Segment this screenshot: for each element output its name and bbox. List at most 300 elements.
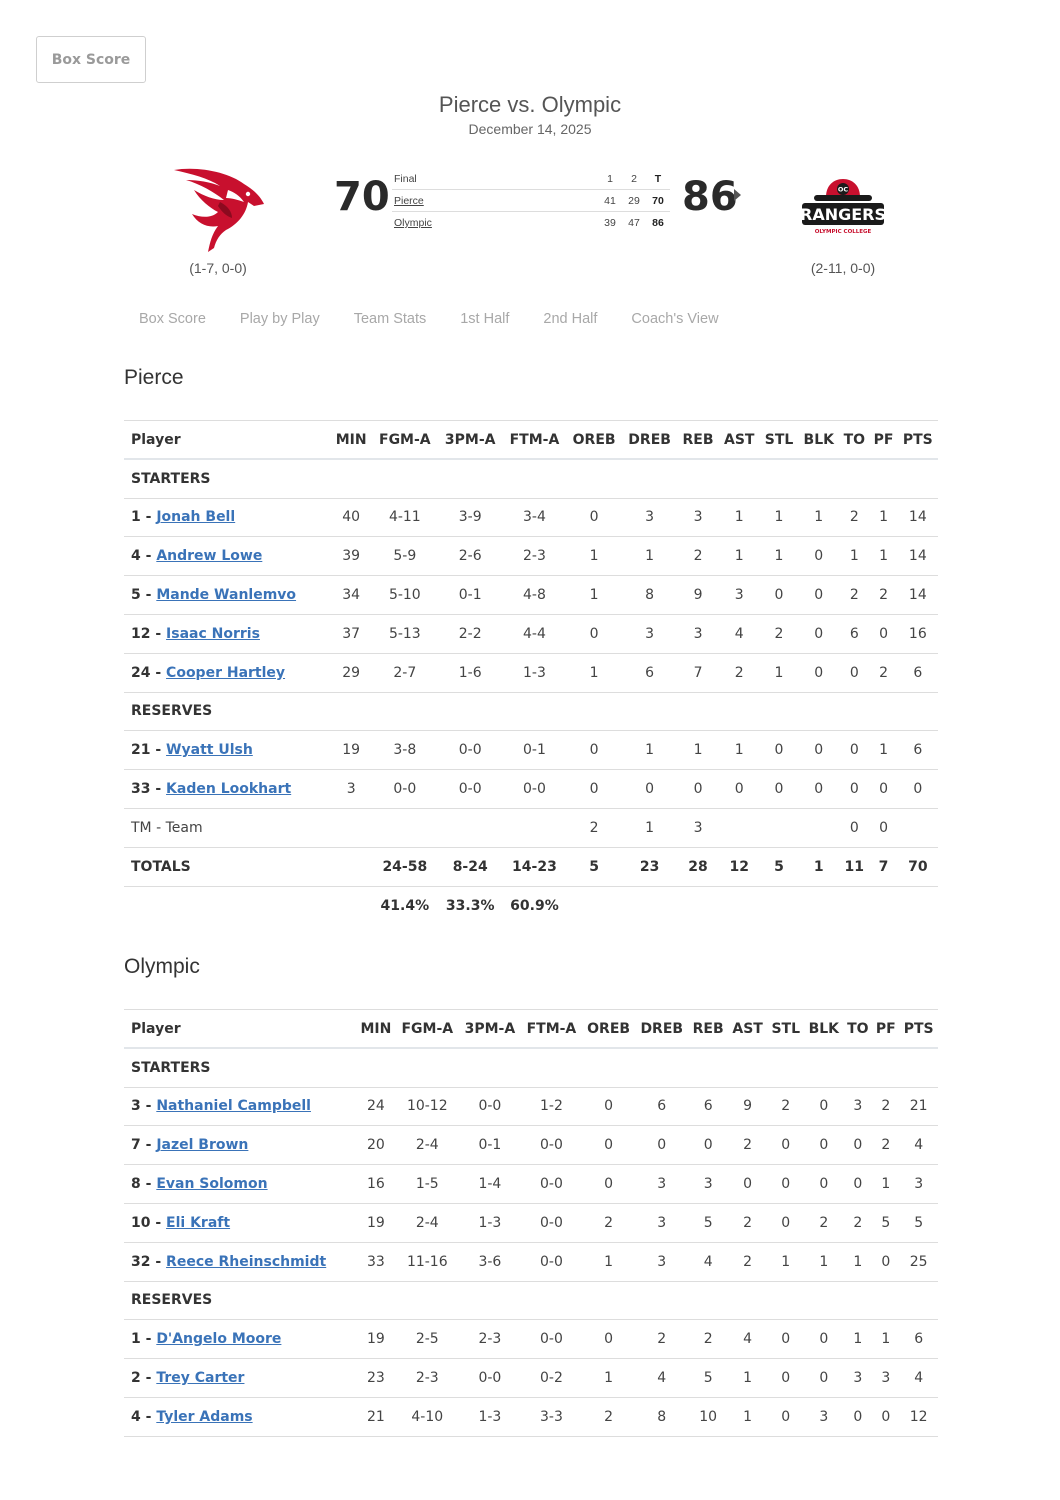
stat-cell: 2: [869, 653, 897, 692]
box-score-button[interactable]: Box Score: [36, 36, 146, 83]
stat-cell: 2-5: [396, 1320, 459, 1359]
stat-cell: 2: [582, 1397, 635, 1436]
stat-cell: 2: [728, 1242, 767, 1281]
stat-cell: 2: [872, 1087, 899, 1126]
stat-cell: 21: [899, 1087, 938, 1126]
stat-cell: [438, 808, 503, 847]
player-number: 4: [131, 548, 141, 565]
stat-cell: 3: [872, 1359, 899, 1398]
player-number: 12: [131, 625, 151, 642]
stat-cell: 1: [566, 653, 622, 692]
percentage-cell: 41.4%: [372, 886, 438, 925]
percentage-cell: [719, 886, 760, 925]
stat-cell: 0: [635, 1126, 688, 1165]
stat-cell: 0-2: [521, 1359, 582, 1398]
stat-cell: 10: [688, 1397, 728, 1436]
percentage-cell: [898, 886, 938, 925]
stat-cell: 0: [688, 1126, 728, 1165]
player-cell: [124, 1165, 356, 1204]
stat-cell: 0-0: [521, 1320, 582, 1359]
stat-cell: 0: [798, 653, 839, 692]
column-header: 3PM-A: [459, 1010, 521, 1049]
stat-cell: 3: [330, 770, 371, 809]
total-cell: 23: [622, 847, 677, 886]
stat-cell: 3: [677, 808, 719, 847]
stat-cell: 1-4: [459, 1165, 521, 1204]
linescore-header: [392, 168, 670, 190]
player-row: [124, 1126, 938, 1165]
player-number: 10: [131, 1214, 151, 1231]
stat-cell: 0: [869, 808, 897, 847]
stat-cell: 0-1: [459, 1126, 521, 1165]
stat-cell: 14: [898, 576, 938, 615]
stat-cell: 0: [804, 1126, 843, 1165]
linescore-away-team-link[interactable]: Olympic: [394, 217, 432, 229]
stat-cell: 1: [719, 731, 760, 770]
stat-cell: 0-0: [459, 1087, 521, 1126]
stat-cell: 0: [566, 731, 622, 770]
player-number: 1: [131, 1331, 141, 1348]
player-cell: [124, 498, 330, 537]
stat-cell: [798, 808, 839, 847]
player-separator: -: [140, 587, 157, 604]
player-name-link[interactable]: Mande Wanlemvo: [156, 587, 297, 604]
stat-cell: 3: [635, 1165, 688, 1204]
stat-cell: 1: [760, 498, 799, 537]
player-separator: -: [140, 548, 157, 565]
stat-cell: 4: [635, 1359, 688, 1398]
stat-cell: 3: [677, 614, 719, 653]
player-separator: -: [140, 1176, 157, 1193]
stat-cell: 5: [872, 1203, 899, 1242]
stat-cell: 8: [622, 576, 677, 615]
box-score-tabs: [139, 311, 753, 327]
stat-cell: 0: [582, 1126, 635, 1165]
percentage-cell: [677, 886, 719, 925]
stat-cell: 0: [798, 576, 839, 615]
stat-cell: 2-3: [396, 1359, 459, 1398]
player-separator: -: [140, 1370, 157, 1387]
stat-cell: [503, 808, 567, 847]
stat-cell: 0: [872, 1397, 899, 1436]
stat-cell: 3: [622, 498, 677, 537]
player-cell: [124, 1087, 356, 1126]
player-row: [124, 576, 938, 615]
stat-cell: 3: [843, 1359, 872, 1398]
stat-cell: 14: [898, 498, 938, 537]
player-cell: [124, 1359, 356, 1398]
stat-cell: 1-3: [459, 1397, 521, 1436]
column-header: PTS: [898, 421, 938, 460]
player-separator: -: [150, 625, 167, 642]
stat-cell: 4-11: [372, 498, 438, 537]
player-name-link[interactable]: Isaac Norris: [166, 625, 260, 642]
stat-cell: 0: [622, 770, 677, 809]
stat-cell: 1: [872, 1320, 899, 1359]
stat-cell: 0: [767, 1203, 804, 1242]
starters-section: [124, 1048, 938, 1087]
stat-cell: 3: [688, 1165, 728, 1204]
stat-cell: 0: [767, 1126, 804, 1165]
stat-cell: 1: [719, 498, 760, 537]
stat-cell: 19: [330, 731, 371, 770]
stat-cell: 4: [899, 1126, 938, 1165]
stat-cell: 16: [356, 1165, 396, 1204]
stat-cell: 2: [719, 653, 760, 692]
stat-cell: 1: [760, 537, 799, 576]
column-header: FGM-A: [396, 1010, 459, 1049]
stat-cell: 4-8: [503, 576, 567, 615]
stat-cell: 5-9: [372, 537, 438, 576]
stat-cell: 19: [356, 1320, 396, 1359]
stat-cell: 0: [804, 1359, 843, 1398]
totals-label: TOTALS: [124, 847, 330, 886]
player-number: 2: [131, 1370, 141, 1387]
pierce-box-score-table: [124, 420, 938, 925]
stat-cell: 8: [635, 1397, 688, 1436]
starters-section: [124, 459, 938, 498]
stat-cell: 1: [622, 537, 677, 576]
game-title: Pierce vs. Olympic: [438, 92, 622, 117]
tab-coachs-view[interactable]: Coach's View: [631, 311, 719, 327]
player-name-link[interactable]: Jonah Bell: [156, 509, 236, 526]
tab-play-by-play[interactable]: Play by Play: [239, 311, 320, 327]
linescore: [392, 168, 670, 234]
player-name-link[interactable]: Reece Rheinschmidt: [166, 1253, 327, 1270]
stat-cell: 37: [330, 614, 371, 653]
column-header: TO: [843, 1010, 872, 1049]
stat-cell: 2: [839, 576, 869, 615]
stat-cell: 2-7: [372, 653, 438, 692]
total-cell: 8-24: [438, 847, 503, 886]
player-number: 8: [131, 1176, 141, 1193]
stat-cell: 0: [869, 770, 897, 809]
player-row: [124, 731, 938, 770]
stat-cell: 2-4: [396, 1203, 459, 1242]
pierce-logo-icon[interactable]: [168, 162, 268, 254]
stat-cell: 0-0: [459, 1359, 521, 1398]
player-number: 32: [131, 1253, 151, 1270]
stat-cell: 1: [622, 731, 677, 770]
column-header: PF: [872, 1010, 899, 1049]
linescore-period-header: 1: [607, 172, 613, 185]
stat-cell: 3: [635, 1203, 688, 1242]
stat-cell: 2-2: [438, 614, 503, 653]
stat-cell: 0-0: [438, 770, 503, 809]
stat-cell: 2: [869, 576, 897, 615]
stat-cell: 0: [839, 770, 869, 809]
stat-cell: 1: [869, 537, 897, 576]
player-separator: -: [150, 1214, 167, 1231]
linescore-home-total: 70: [652, 194, 664, 207]
column-header: 3PM-A: [438, 421, 503, 460]
percentages-row: [124, 886, 938, 925]
stat-cell: 0: [798, 537, 839, 576]
stat-cell: 2: [677, 537, 719, 576]
stat-cell: 3: [804, 1397, 843, 1436]
stat-cell: 0: [798, 614, 839, 653]
player-separator: -: [150, 742, 167, 759]
player-cell: [124, 1320, 356, 1359]
stat-cell: 6: [688, 1087, 728, 1126]
stat-cell: 14: [898, 537, 938, 576]
stat-cell: 3: [843, 1087, 872, 1126]
team-row-label: TM - Team: [124, 808, 330, 847]
stat-cell: 6: [839, 614, 869, 653]
stat-cell: 0: [839, 731, 869, 770]
player-name-link[interactable]: Andrew Lowe: [156, 548, 263, 565]
player-cell: [124, 1242, 356, 1281]
player-cell: [124, 1203, 356, 1242]
stat-cell: 2-3: [459, 1320, 521, 1359]
column-header: TO: [839, 421, 869, 460]
rangers-logo-icon[interactable]: [800, 175, 886, 243]
stat-cell: 1: [728, 1397, 767, 1436]
stat-cell: 2: [804, 1203, 843, 1242]
stat-cell: 2: [688, 1320, 728, 1359]
stat-cell: 1-2: [521, 1087, 582, 1126]
linescore-home-row: [392, 190, 670, 212]
totals-row: [124, 847, 938, 886]
olympic-heading: Olympic: [124, 955, 200, 978]
stat-cell: 4: [728, 1320, 767, 1359]
column-header: REB: [677, 421, 719, 460]
tab-team-stats[interactable]: Team Stats: [353, 311, 427, 327]
starters-section-label: STARTERS: [124, 459, 938, 498]
stat-cell: 0: [872, 1242, 899, 1281]
player-row: [124, 1359, 938, 1398]
percentage-cell: [869, 886, 897, 925]
stat-cell: 1: [843, 1320, 872, 1359]
player-cell: [124, 653, 330, 692]
stat-cell: 0: [839, 653, 869, 692]
stat-cell: 0: [677, 770, 719, 809]
stat-cell: [760, 808, 799, 847]
stat-cell: 0: [804, 1320, 843, 1359]
column-header: PF: [869, 421, 897, 460]
player-name-link[interactable]: Kaden Lookhart: [166, 781, 292, 798]
stat-cell: 1-5: [396, 1165, 459, 1204]
stat-cell: 0: [898, 770, 938, 809]
stat-cell: 3-9: [438, 498, 503, 537]
player-name-link[interactable]: Trey Carter: [156, 1370, 245, 1387]
stat-cell: 2-4: [396, 1126, 459, 1165]
player-separator: -: [140, 1098, 157, 1115]
percentage-cell: [760, 886, 799, 925]
stat-cell: 5: [688, 1359, 728, 1398]
rangers-logo-wordmark: RANGERS: [800, 205, 886, 224]
total-cell: 28: [677, 847, 719, 886]
stat-cell: 0: [566, 614, 622, 653]
total-cell: 7: [869, 847, 897, 886]
stat-cell: 1: [767, 1242, 804, 1281]
stat-cell: 24: [356, 1087, 396, 1126]
stat-cell: 4: [899, 1359, 938, 1398]
stat-cell: 6: [622, 653, 677, 692]
linescore-away-row: [392, 212, 670, 234]
column-header: FTM-A: [503, 421, 567, 460]
player-name-link[interactable]: Jazel Brown: [156, 1137, 249, 1154]
stat-cell: 23: [356, 1359, 396, 1398]
total-cell: 5: [566, 847, 622, 886]
stat-cell: 0: [582, 1320, 635, 1359]
stat-cell: [898, 808, 938, 847]
stat-cell: 2: [839, 498, 869, 537]
player-separator: -: [150, 664, 167, 681]
linescore-home-period: 41: [604, 194, 616, 207]
stat-cell: 3: [622, 614, 677, 653]
player-name-link[interactable]: D'Angelo Moore: [156, 1331, 282, 1348]
player-row: [124, 1087, 938, 1126]
player-row: [124, 1397, 938, 1436]
olympic-box-score-table: [124, 1009, 938, 1437]
stat-cell: 0: [869, 614, 897, 653]
stat-cell: 1-3: [459, 1203, 521, 1242]
stat-cell: 0: [767, 1397, 804, 1436]
stat-cell: 0: [804, 1087, 843, 1126]
stat-cell: 9: [677, 576, 719, 615]
player-separator: -: [140, 1331, 157, 1348]
team-row: [124, 808, 938, 847]
column-header: STL: [767, 1010, 804, 1049]
stat-cell: 0-0: [372, 770, 438, 809]
player-number: 7: [131, 1137, 141, 1154]
stat-cell: 2: [566, 808, 622, 847]
linescore-home-team-link[interactable]: Pierce: [394, 194, 424, 207]
stat-cell: 2: [872, 1126, 899, 1165]
stat-cell: 0: [760, 576, 799, 615]
stat-cell: 1: [760, 653, 799, 692]
linescore-period-header: 2: [631, 172, 637, 185]
column-header: MIN: [356, 1010, 396, 1049]
player-name-link[interactable]: Wyatt Ulsh: [166, 742, 253, 759]
total-cell: 14-23: [503, 847, 567, 886]
away-record: (2-11, 0-0): [810, 260, 876, 276]
player-row: [124, 653, 938, 692]
player-row: [124, 498, 938, 537]
stat-cell: 0: [767, 1320, 804, 1359]
stat-cell: 20: [356, 1126, 396, 1165]
player-name-link[interactable]: Nathaniel Campbell: [156, 1098, 311, 1115]
player-cell: [124, 731, 330, 770]
stat-cell: 0-0: [438, 731, 503, 770]
stat-cell: 11-16: [396, 1242, 459, 1281]
player-number: 4: [131, 1408, 141, 1425]
player-row: [124, 1165, 938, 1204]
player-number: 24: [131, 664, 151, 681]
stat-cell: 0: [798, 770, 839, 809]
player-row: [124, 614, 938, 653]
stat-cell: 2-3: [503, 537, 567, 576]
player-name-link[interactable]: Evan Solomon: [156, 1176, 268, 1193]
stat-cell: 5-13: [372, 614, 438, 653]
total-cell: 70: [898, 847, 938, 886]
column-header: Player: [124, 421, 330, 460]
stat-cell: 33: [356, 1242, 396, 1281]
stat-cell: 2: [728, 1126, 767, 1165]
linescore-status: Final: [394, 172, 417, 185]
tab-1st-half[interactable]: 1st Half: [460, 311, 510, 327]
stat-cell: 0-0: [503, 770, 567, 809]
starters-section-label: STARTERS: [124, 1048, 938, 1087]
player-row: [124, 1242, 938, 1281]
stat-cell: 39: [330, 537, 371, 576]
total-cell: 24-58: [372, 847, 438, 886]
stat-cell: 1: [566, 576, 622, 615]
tab-box-score[interactable]: Box Score: [139, 311, 206, 327]
stat-cell: 0: [728, 1165, 767, 1204]
stat-cell: 0: [843, 1126, 872, 1165]
percentages-label: [124, 886, 330, 925]
stat-cell: 21: [356, 1397, 396, 1436]
stat-cell: 34: [330, 576, 371, 615]
player-number: 33: [131, 781, 151, 798]
stat-cell: 0: [843, 1397, 872, 1436]
column-header: FTM-A: [521, 1010, 582, 1049]
column-header: AST: [728, 1010, 767, 1049]
stat-cell: 6: [898, 731, 938, 770]
stat-cell: [372, 808, 438, 847]
stat-cell: 6: [899, 1320, 938, 1359]
stat-cell: 4: [688, 1242, 728, 1281]
header-row: [124, 421, 938, 460]
stat-cell: 1: [798, 498, 839, 537]
stat-cell: 2: [582, 1203, 635, 1242]
stat-cell: 2: [767, 1087, 804, 1126]
stat-cell: 0-0: [521, 1242, 582, 1281]
winner-arrow-icon: [734, 189, 741, 201]
stat-cell: 2: [843, 1203, 872, 1242]
stat-cell: 0-0: [521, 1165, 582, 1204]
total-cell: 11: [839, 847, 869, 886]
stat-cell: 1: [582, 1242, 635, 1281]
player-name-link[interactable]: Tyler Adams: [156, 1408, 253, 1425]
percentage-cell: [798, 886, 839, 925]
stat-cell: 9: [728, 1087, 767, 1126]
player-name-link[interactable]: Eli Kraft: [166, 1214, 231, 1231]
stat-cell: 10-12: [396, 1087, 459, 1126]
reserves-section: [124, 1281, 938, 1320]
stat-cell: 0: [760, 770, 799, 809]
stat-cell: 0: [804, 1165, 843, 1204]
stat-cell: 0: [719, 770, 760, 809]
player-cell: [124, 576, 330, 615]
stat-cell: 0: [566, 498, 622, 537]
reserves-section-label: RESERVES: [124, 1281, 938, 1320]
column-header: MIN: [330, 421, 371, 460]
stat-cell: 3-3: [521, 1397, 582, 1436]
stat-cell: 2: [728, 1203, 767, 1242]
column-header: AST: [719, 421, 760, 460]
stat-cell: 1-3: [503, 653, 567, 692]
stat-cell: 4-10: [396, 1397, 459, 1436]
linescore-away-period: 47: [628, 217, 640, 229]
stat-cell: 2-6: [438, 537, 503, 576]
player-cell: [124, 1397, 356, 1436]
stat-cell: 7: [677, 653, 719, 692]
player-name-link[interactable]: Cooper Hartley: [166, 664, 286, 681]
pierce-heading: Pierce: [124, 366, 184, 389]
stat-cell: 19: [356, 1203, 396, 1242]
column-header: PTS: [899, 1010, 938, 1049]
game-date: December 14, 2025: [468, 121, 592, 137]
player-separator: -: [150, 781, 167, 798]
stat-cell: [719, 808, 760, 847]
column-header: STL: [760, 421, 799, 460]
player-cell: [124, 614, 330, 653]
tab-2nd-half[interactable]: 2nd Half: [543, 311, 598, 327]
stat-cell: 5: [899, 1203, 938, 1242]
